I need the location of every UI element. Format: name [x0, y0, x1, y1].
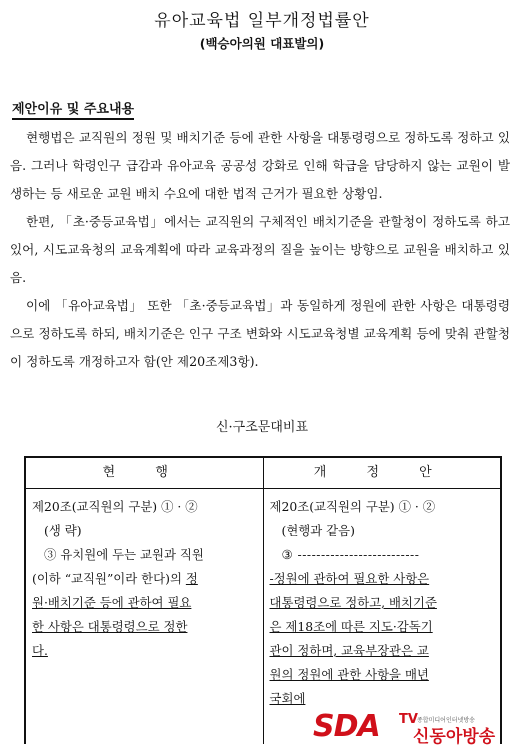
body-text — [10, 124, 510, 376]
proposed-clause-start: ③ -------------------------- — [281, 547, 420, 562]
broadcaster-watermark — [313, 709, 518, 747]
table-caption: 신·구조문대비표 — [215, 420, 309, 435]
current-omitted: (생 략) — [44, 523, 82, 538]
comparison-table — [24, 456, 502, 744]
section-heading: 제안이유 및 주요내용 — [12, 98, 134, 120]
proposed-clause-line-4: 관이 정하며, 교육부장관은 교 — [269, 643, 429, 658]
document-title: 유아교육법 일부개정법률안 — [154, 11, 370, 31]
current-clause-line-4: 한 사항은 대통령령으로 정한 — [32, 619, 188, 634]
current-law-column — [26, 489, 264, 744]
paragraph-3: 이에 「유아교육법」 또한 「초·중등교육법」과 동일하게 정원에 관한 사항은 대통령령으로 정하도록 하되, 배치기준은 인구 구조 변화와 시도교육청별 교육계획 등에 맞춰 관할청이 정하도록 개정하고자 함(안 제20조제3항). — [10, 298, 510, 369]
tv-logo: TV — [399, 712, 418, 727]
sda-logo: SDA — [313, 709, 380, 744]
paragraph-2: 한편, 「초·중등교육법」에서는 교직원의 구체적인 배치기준을 관할청이 정하도록 하고 있어, 시도교육청의 교육계획에 따라 교육과정의 질을 높이는 방향으로 교원을 배치하고 있음. — [10, 214, 510, 285]
watermark-tagline: 종합미디어인터넷방송 — [417, 717, 475, 724]
current-clause-line-2 — [32, 567, 257, 591]
proposed-law-column — [264, 489, 501, 744]
header-current: 현 행 — [26, 458, 264, 488]
paragraph-1: 현행법은 교직원의 정원 및 배치기준 등에 관한 사항을 대통령령으로 정하도록 정하고 있음. 그러나 학령인구 급감과 유아교육 공공성 강화로 인해 학급을 담당하지 않는 교원이 발생하는 등 새로운 교원 배치 수요에 대한 법적 근거가 필요한 상황임. — [10, 130, 510, 201]
table-header-row — [26, 458, 500, 489]
proposed-clause-line-6: 국회에 — [269, 691, 306, 706]
current-clause-line: ③ 유치원에 두는 교원과 직원 — [44, 547, 204, 562]
document-subtitle: (백승아의원 대표발의) — [199, 36, 325, 51]
current-clause-text: (이하 “교직원”이라 한다)의 — [32, 571, 186, 586]
broadcaster-name: 신동아방송 — [413, 727, 496, 747]
current-clause-line-3: 원·배치기준 등에 관하여 필요 — [32, 595, 192, 610]
proposed-clause-line-3: 은 제18조에 따른 지도·감독기 — [269, 619, 433, 634]
header-proposed: 개 정 안 — [313, 465, 450, 480]
proposed-article: 제20조(교직원의 구분) ① · ② — [269, 499, 436, 514]
proposed-clause-line-5: 원의 정원에 관한 사항을 매년 — [269, 667, 429, 682]
proposed-clause-line-2: 대통령령으로 정하고, 배치기준 — [269, 595, 437, 610]
proposed-same: (현행과 같음) — [281, 523, 355, 538]
current-clause-line-5: 다. — [32, 643, 48, 658]
proposed-clause-line-1: -정원에 관하여 필요한 사항은 — [269, 571, 430, 586]
table-body-row — [26, 489, 500, 744]
current-article: 제20조(교직원의 구분) ① · ② — [32, 499, 198, 514]
current-clause-underlined: 정 — [185, 571, 198, 586]
